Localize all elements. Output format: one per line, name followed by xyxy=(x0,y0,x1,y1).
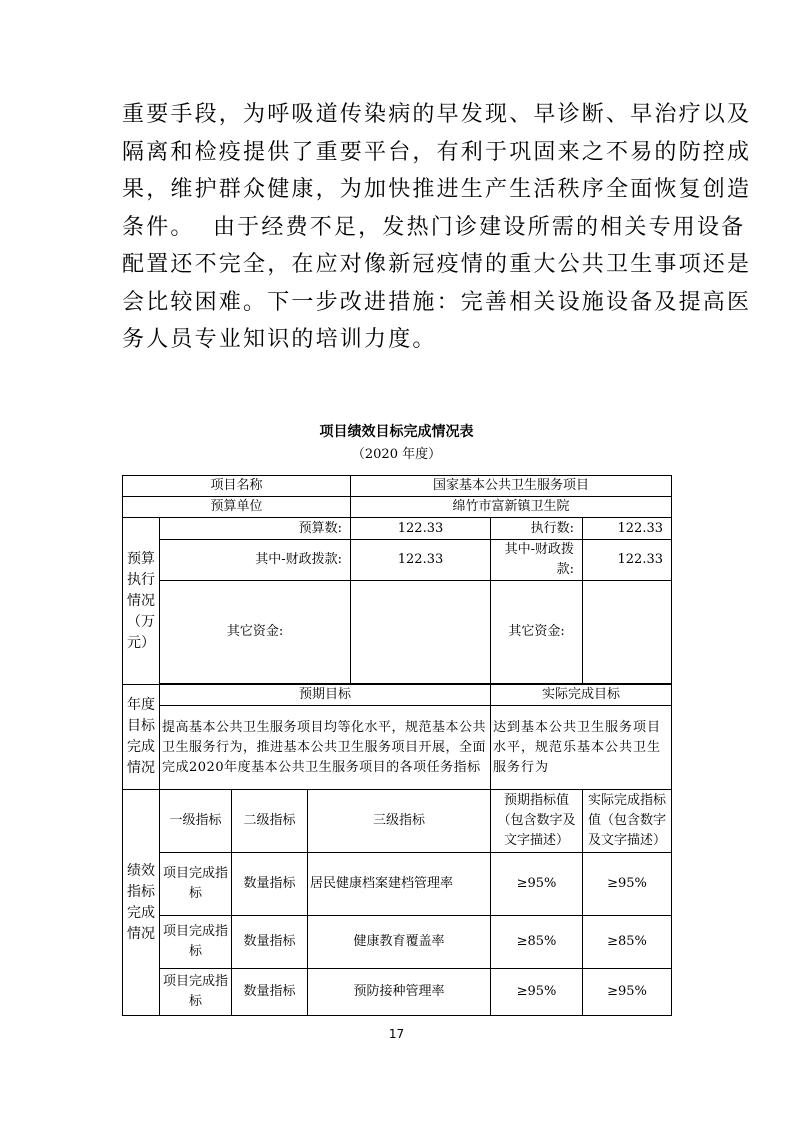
table-row xyxy=(123,916,672,969)
exec-value: 122.33 xyxy=(583,518,672,540)
table-subtitle: （2020 年度） xyxy=(351,447,442,462)
body-paragraph xyxy=(122,96,752,359)
paragraph-line: 配置还不完全，在应对像新冠疫情的重大公共卫生事项还是 xyxy=(122,252,752,277)
exec-label: 执行数: xyxy=(491,518,583,540)
row-level2: 数量指标 xyxy=(232,916,308,969)
paragraph-line: 隔离和检疫提供了重要平台，有利于巩固来之不易的防控成 xyxy=(122,139,752,165)
expected-goal-text: 提高基本公共卫生服务项目均等化水平，规范基本公共卫生服务行为，推进基本公共卫生服务项目开展，全面完成2020年度基本公共卫生服务项目的各项任务指标 xyxy=(160,706,491,790)
actual-goal-text: 达到基本公共卫生服务项目水平，规范乐基本公共卫生服务行为 xyxy=(491,706,672,790)
table-row xyxy=(123,969,672,1016)
row-level2: 数量指标 xyxy=(232,969,308,1016)
fiscal-exec-value: 122.33 xyxy=(583,540,672,581)
fiscal-exec-label: 其中-财政拨款: xyxy=(491,540,583,581)
row-level1: 项目完成指标 xyxy=(160,916,232,969)
row-level3: 居民健康档案建档管理率 xyxy=(308,853,491,916)
row-level1: 项目完成指标 xyxy=(160,969,232,1016)
paragraph-line: 务人员专业知识的培训力度。 xyxy=(122,327,437,352)
project-name-label: 项目名称 xyxy=(123,476,351,497)
budget-value: 122.33 xyxy=(351,518,491,540)
expected-goal-label: 预期目标 xyxy=(160,685,491,706)
table-title: 项目绩效目标完成情况表 xyxy=(319,424,474,440)
other-funds-label: 其它资金: xyxy=(160,581,351,684)
budget-unit-label: 预算单位 xyxy=(123,497,351,518)
perf-indicators-label: 绩效指标完成情况 xyxy=(123,790,160,1016)
row-actual: ≥95% xyxy=(583,969,672,1016)
fiscal-label: 其中-财政拨款: xyxy=(160,540,351,581)
paragraph-line: 果，维护群众健康，为加快推进生产生活秩序全面恢复创造 xyxy=(122,177,752,202)
header-level1: 一级指标 xyxy=(160,790,232,853)
row-level1: 项目完成指标 xyxy=(160,853,232,916)
actual-goal-label: 实际完成目标 xyxy=(491,685,672,706)
paragraph-line: 会比较困难。下一步改进措施：完善相关设施设备及提高医 xyxy=(122,289,752,315)
page-number: 17 xyxy=(388,1027,405,1041)
row-level3: 预防接种管理率 xyxy=(308,969,491,1016)
other-funds-budget-value xyxy=(351,581,491,684)
other-funds-exec-value xyxy=(583,581,672,684)
fiscal-budget-value: 122.33 xyxy=(351,540,491,581)
paragraph-line: 条件。 由于经费不足，发热门诊建设所需的相关专用设备 xyxy=(122,214,746,240)
performance-table xyxy=(122,475,672,1016)
budget-label: 预算数: xyxy=(160,518,351,540)
header-level2: 二级指标 xyxy=(232,790,308,853)
row-level2: 数量指标 xyxy=(232,853,308,916)
header-actual: 实际完成指标值（包含数字及文字描述） xyxy=(583,790,672,853)
row-actual: ≥85% xyxy=(583,916,672,969)
header-expected: 预期指标值（包含数字及文字描述） xyxy=(491,790,583,853)
paragraph-line: 重要手段，为呼吸道传染病的早发现、早诊断、早治疗以及 xyxy=(122,102,752,127)
project-name-value: 国家基本公共卫生服务项目 xyxy=(351,476,672,497)
row-expected: ≥85% xyxy=(491,916,583,969)
row-expected: ≥95% xyxy=(491,853,583,916)
row-actual: ≥95% xyxy=(583,853,672,916)
table-row xyxy=(123,853,672,916)
budget-exec-label: 预算执行情况（万元） xyxy=(123,518,160,685)
header-level3: 三级指标 xyxy=(308,790,491,853)
row-level3: 健康教育覆盖率 xyxy=(308,916,491,969)
other-funds-exec-label: 其它资金: xyxy=(491,581,583,684)
row-expected: ≥95% xyxy=(491,969,583,1016)
annual-goal-label: 年度目标完成情况 xyxy=(123,685,160,790)
budget-unit-value: 绵竹市富新镇卫生院 xyxy=(351,497,672,518)
